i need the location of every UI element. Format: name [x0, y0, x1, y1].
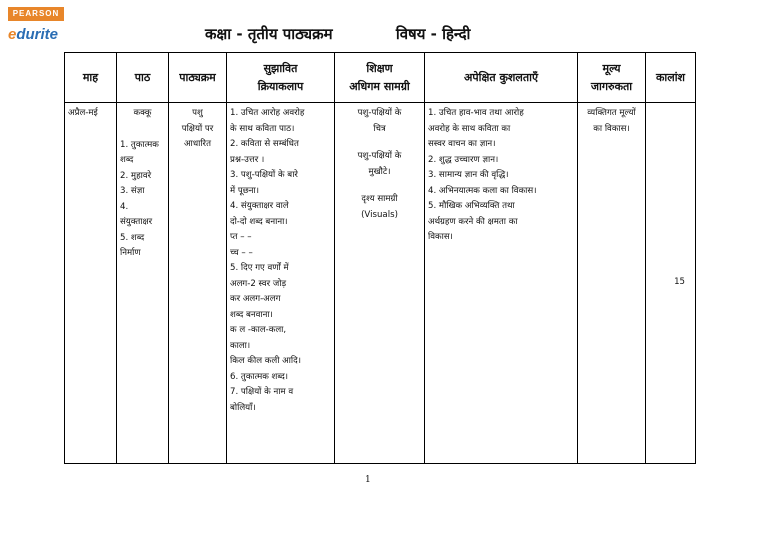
- edurite-wordmark-e: e: [8, 26, 17, 43]
- cell-skills: 1. उचित हाव-भाव तथा आरोह अवरोह के साथ कविता का सस्वर वाचन का ज्ञान। 2. शुद्ध उच्चारण ज्ञान। 3. सामान्य ज्ञान की वृद्धि। 4. अभिनयात्मक कला का विकास। 5. मौखिक अभिव्यक्ति तथा अर्थग्रहण करने की क्षमता का विकास।: [425, 103, 578, 464]
- cell-lesson: [117, 103, 169, 464]
- syllabus-table: [64, 52, 696, 464]
- header-lesson: पाठ: [117, 53, 169, 103]
- lesson-title: कक्कू: [133, 108, 152, 118]
- lesson-items: 1. तुकात्मक शब्द 2. मुहावरे 3. संज्ञा 4. संयुक्ताक्षर 5. शब्द निर्माण: [120, 139, 159, 258]
- header-skills: अपेक्षित कुशलताएँ: [425, 53, 578, 103]
- material-masks: पशु-पक्षियों के मुखौटे।: [357, 151, 402, 177]
- cell-values: व्यक्तिगत मूल्यों का विकास।: [578, 103, 646, 464]
- header-month: माह: [65, 53, 117, 103]
- header-duration: कालांश: [646, 53, 696, 103]
- cell-duration: 15: [646, 103, 696, 464]
- edurite-wordmark-rest: durite: [16, 26, 59, 43]
- header-values: मूल्य जागरुकता: [578, 53, 646, 103]
- table-header-row: [65, 53, 696, 103]
- cell-activities: 1. उचित आरोह अवरोह के साथ कविता पाठ। 2. कविता से सम्बंधित प्रश्न-उत्तर । 3. पशु-पक्षियों के बारे में पूछना। 4. संयुक्ताक्षर वाले दो-दो शब्द बनाना। प्त – – च्च – – 5. दिए गए वर्णों में अलग-2 स्वर जोड़ कर अलग-अलग शब्द बनवाना। क ल -काल-कला, काला। किल कील कली आदि। 6. तुकात्मक शब्द। 7. पक्षियों के नाम व बोलियाँ।: [227, 103, 335, 464]
- header-syllabus: पाठ्यक्रम: [169, 53, 227, 103]
- edurite-wordmark: [8, 27, 64, 42]
- subject-title: विषय - हिन्दी: [395, 25, 471, 43]
- material-pictures: पशु-पक्षियों के चित्र: [357, 108, 402, 134]
- material-visuals: दृश्य सामग्री (Visuals): [361, 194, 398, 220]
- header-materials: शिक्षण अधिगम सामग्री: [335, 53, 425, 103]
- page-number: 1: [365, 475, 371, 485]
- cell-syllabus: पशु पक्षियों पर आधारित: [169, 103, 227, 464]
- header-activities: सुझावित क्रियाकलाप: [227, 53, 335, 103]
- page-title: [205, 24, 470, 44]
- cell-materials: [335, 103, 425, 464]
- class-syllabus-title: कक्षा - तृतीय पाठ्यक्रम: [205, 25, 333, 43]
- edurite-logo[interactable]: [8, 7, 64, 42]
- table-row: [65, 103, 696, 464]
- cell-month: अप्रैल-मई: [65, 103, 117, 464]
- pearson-logo-bar: PEARSON: [8, 7, 64, 21]
